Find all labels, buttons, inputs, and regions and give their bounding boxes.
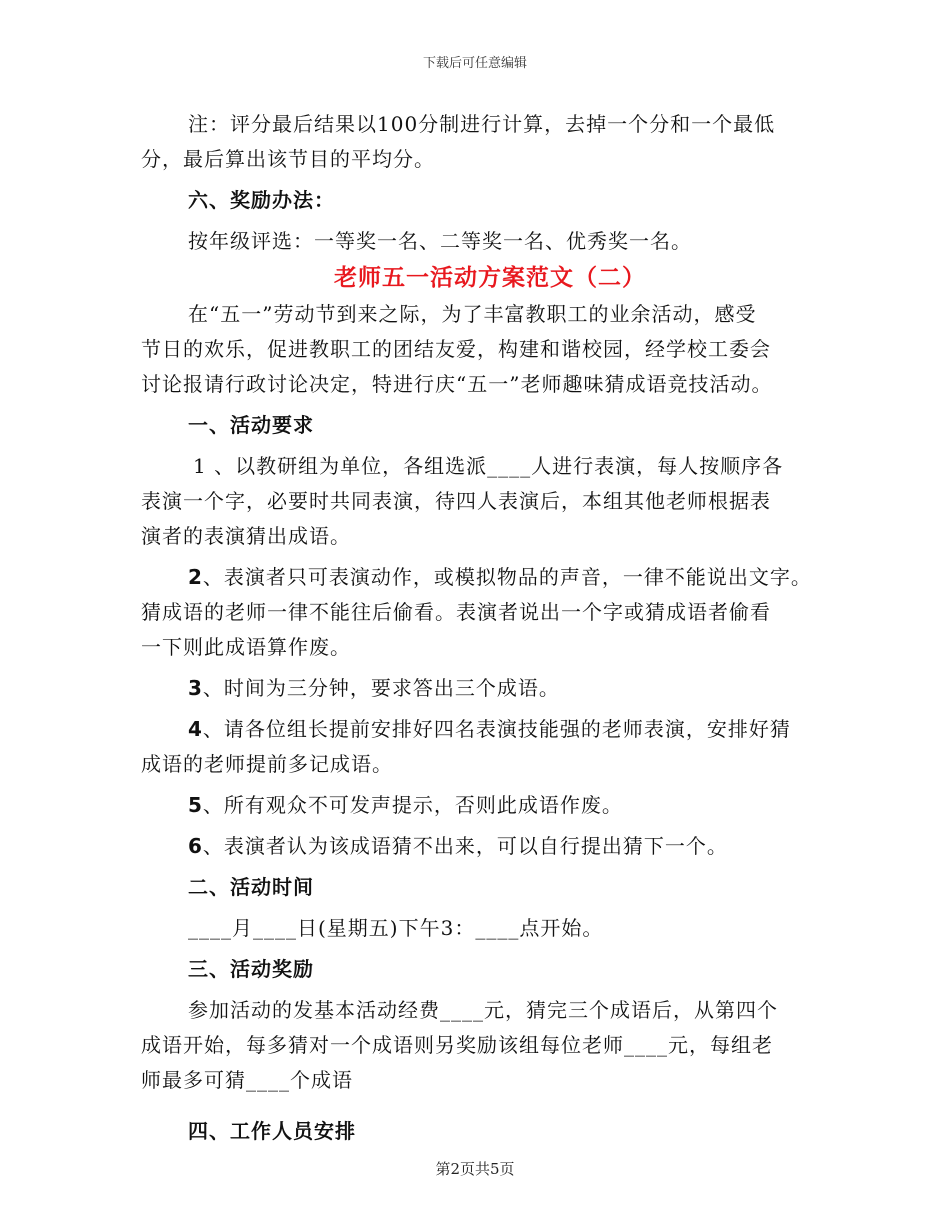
reward-line-2: 成语开始，每多猜对一个成语则另奖励该组每位老师____元，每组老 [141, 1033, 773, 1057]
rule-1-line-1: 1 、以教研组为单位，各组选派____人进行表演，每人按顺序各 [193, 454, 784, 478]
page-footer: 第2页共5页 [435, 1160, 515, 1178]
rule-4-line-1 [141, 713, 811, 746]
rule-4-line-2: 成语的老师提前多记成语。 [141, 752, 393, 776]
rule-2-line-1 [141, 561, 811, 594]
section-heading-6: 六、奖励办法： [188, 188, 335, 212]
reward-line-1: 参加活动的发基本活动经费____元，猜完三个成语后，从第四个 [188, 998, 778, 1022]
rule-3-text: 、时间为三分钟，要求答出三个成语。 [202, 676, 560, 700]
rule-4-text: 、请各位组长提前安排好四名表演技能强的老师表演，安排好猜 [202, 717, 791, 741]
rule-5-number: 5 [188, 793, 203, 817]
intro-line-1: 在“五一”劳动节到来之际，为了丰富教职工的业余活动，感受 [188, 302, 757, 326]
section-heading-1: 一、活动要求 [188, 413, 314, 437]
intro-line-2: 节日的欢乐，促进教职工的团结友爱，构建和谐校园，经学校工委会 [141, 337, 771, 361]
section-heading-3: 三、活动奖励 [188, 957, 314, 981]
rule-3-line-1 [141, 672, 811, 705]
note-line-1: 注：评分最后结果以100分制进行计算，去掉一个分和一个最低 [188, 112, 776, 136]
page-header: 下载后可任意编辑 [422, 56, 527, 71]
rule-1-line-2: 表演一个字，必要时共同表演，待四人表演后，本组其他老师根据表 [141, 489, 771, 513]
document-body [141, 108, 811, 1148]
section-heading-4: 四、工作人员安排 [188, 1119, 356, 1143]
rule-6-text: 、表演者认为该成语猜不出来，可以自行提出猜下一个。 [202, 834, 728, 858]
section-heading-2: 二、活动时间 [188, 875, 314, 899]
rule-2-text: 、表演者只可表演动作，或模拟物品的声音，一律不能说出文字。 [202, 565, 812, 589]
note-line-2: 分，最后算出该节目的平均分。 [141, 147, 435, 171]
rule-3-number: 3 [188, 676, 203, 700]
intro-line-3: 讨论报请行政讨论决定，特进行庆“五一”老师趣味猜成语竞技活动。 [141, 372, 773, 396]
award-text: 按年级评选：一等奖一名、二等奖一名、优秀奖一名。 [188, 229, 692, 253]
rule-1-line-3: 演者的表演猜出成语。 [141, 524, 351, 548]
rule-5-text: 、所有观众不可发声提示，否则此成语作废。 [202, 793, 623, 817]
rule-2-line-3: 一下则此成语算作废。 [141, 635, 351, 659]
rule-6-number: 6 [188, 834, 203, 858]
document-title: 老师五一活动方案范文（二） [334, 264, 646, 291]
rule-4-number: 4 [188, 717, 203, 741]
rule-2-number: 2 [188, 565, 203, 589]
rule-2-line-2: 猜成语的老师一律不能往后偷看。表演者说出一个字或猜成语者偷看 [141, 600, 771, 624]
reward-line-3: 师最多可猜____个成语 [141, 1068, 353, 1092]
rule-5-line-1 [141, 789, 811, 822]
time-text: ____月____日(星期五)下午3：____点开始。 [188, 916, 604, 940]
rule-6-line-1 [141, 830, 811, 863]
